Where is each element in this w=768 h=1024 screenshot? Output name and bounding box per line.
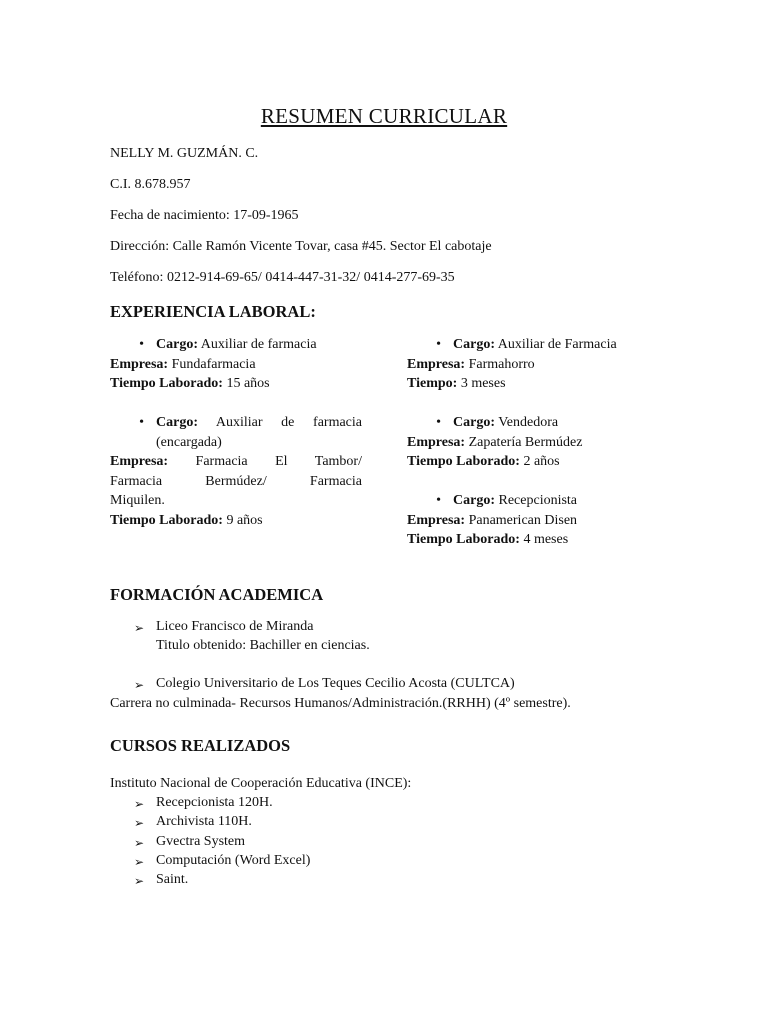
cargo-value: Auxiliar de Farmacia: [497, 337, 617, 352]
tiempo-label: Tiempo Laborado:: [407, 532, 520, 547]
cargo-value: Recepcionista: [498, 493, 578, 508]
job-entry: [407, 335, 667, 394]
course-item: Archivista 110H.: [156, 814, 252, 829]
empresa-value: Zapatería Bermúdez: [468, 434, 583, 450]
arrow-bullet-icon: ➢: [134, 678, 145, 692]
birth-date: Fecha de nacimiento: 17-09-1965: [110, 208, 299, 223]
empresa-value: Farmacia El Tambor/: [195, 454, 362, 469]
person-name: NELLY M. GUZMÁN. C.: [110, 146, 259, 161]
list-item: [134, 834, 245, 853]
list-item: [134, 676, 515, 695]
arrow-bullet-icon: ➢: [134, 621, 145, 635]
id-number: C.I. 8.678.957: [110, 177, 191, 192]
tiempo-value: 9 años: [226, 512, 263, 528]
cargo-label: Cargo:: [156, 337, 198, 352]
empresa-label: Empresa:: [110, 454, 169, 469]
experience-right-column: [407, 335, 667, 569]
experience-left-column: [110, 335, 362, 550]
empresa-label: Empresa:: [407, 356, 466, 372]
tiempo-value: 15 años: [226, 376, 270, 391]
empresa-value: Fundafarmacia: [171, 356, 256, 372]
cargo-value: Vendedora: [498, 415, 559, 430]
tiempo-label: Tiempo Laborado:: [110, 512, 223, 528]
address: Dirección: Calle Ramón Vicente Tovar, casa #45. Sector El cabotaje: [110, 239, 492, 254]
list-item: [134, 872, 188, 891]
tiempo-label: Tiempo:: [407, 376, 458, 391]
arrow-bullet-icon: ➢: [134, 874, 145, 888]
arrow-bullet-icon: ➢: [134, 797, 145, 811]
empresa-label: Empresa:: [110, 356, 169, 372]
tiempo-value: 2 años: [523, 454, 560, 469]
list-item: [134, 795, 273, 814]
education-item: Liceo Francisco de Miranda: [156, 619, 314, 634]
cargo-label: Cargo:: [156, 415, 198, 430]
page-title: RESUMEN CURRICULAR: [260, 104, 508, 128]
education-item-detail: Carrera no culminada- Recursos Humanos/Administración.(RRHH) (4º semestre).: [110, 696, 571, 711]
arrow-bullet-icon: ➢: [134, 855, 145, 869]
courses-heading: CURSOS REALIZADOS: [110, 736, 291, 755]
bullet-icon: •: [139, 337, 144, 352]
tiempo-value: 4 meses: [523, 532, 569, 547]
cargo-value: Auxiliar de farmacia: [215, 415, 362, 430]
phone: Teléfono: 0212-914-69-65/ 0414-447-31-32/ 0414-277-69-35: [110, 270, 455, 285]
education-heading: FORMACIÓN ACADEMICA: [110, 585, 324, 604]
experience-heading: EXPERIENCIA LABORAL:: [110, 302, 316, 321]
cargo-label: Cargo:: [453, 493, 495, 508]
list-item: [134, 853, 310, 872]
empresa-label: Empresa:: [407, 512, 466, 528]
tiempo-label: Tiempo Laborado:: [407, 454, 520, 469]
course-item: Saint.: [156, 872, 189, 887]
job-entry: [110, 413, 362, 530]
bullet-icon: •: [436, 493, 441, 508]
course-item: Computación (Word Excel): [156, 853, 311, 868]
bullet-icon: •: [139, 415, 144, 430]
course-item: Gvectra System: [156, 834, 246, 849]
arrow-bullet-icon: ➢: [134, 836, 145, 850]
arrow-bullet-icon: ➢: [134, 816, 145, 830]
tiempo-value: 3 meses: [460, 376, 506, 391]
course-item: Recepcionista 120H.: [156, 795, 273, 810]
bullet-icon: •: [436, 415, 441, 430]
cargo-value-cont: (encargada): [156, 434, 222, 450]
list-item: [134, 619, 313, 638]
job-entry: [110, 335, 362, 394]
education-item: Colegio Universitario de Los Teques Cecilio Acosta (CULTCA): [156, 676, 515, 691]
education-item-detail: Titulo obtenido: Bachiller en ciencias.: [156, 638, 370, 653]
cargo-value: Auxiliar de farmacia: [200, 337, 317, 352]
empresa-value-cont: Farmacia Bermúdez/ Farmacia: [110, 473, 362, 489]
list-item: [134, 814, 252, 833]
course-institute: Instituto Nacional de Cooperación Educativa (INCE):: [110, 776, 412, 791]
job-entry: [407, 413, 667, 472]
cargo-label: Cargo:: [453, 337, 495, 352]
bullet-icon: •: [436, 337, 441, 352]
job-entry: [407, 491, 667, 550]
empresa-value: Farmahorro: [468, 356, 535, 372]
empresa-value-cont: Miquilen.: [110, 493, 165, 508]
empresa-value: Panamerican Disen: [468, 512, 578, 528]
tiempo-label: Tiempo Laborado:: [110, 376, 223, 391]
cargo-label: Cargo:: [453, 415, 495, 430]
empresa-label: Empresa:: [407, 434, 466, 450]
